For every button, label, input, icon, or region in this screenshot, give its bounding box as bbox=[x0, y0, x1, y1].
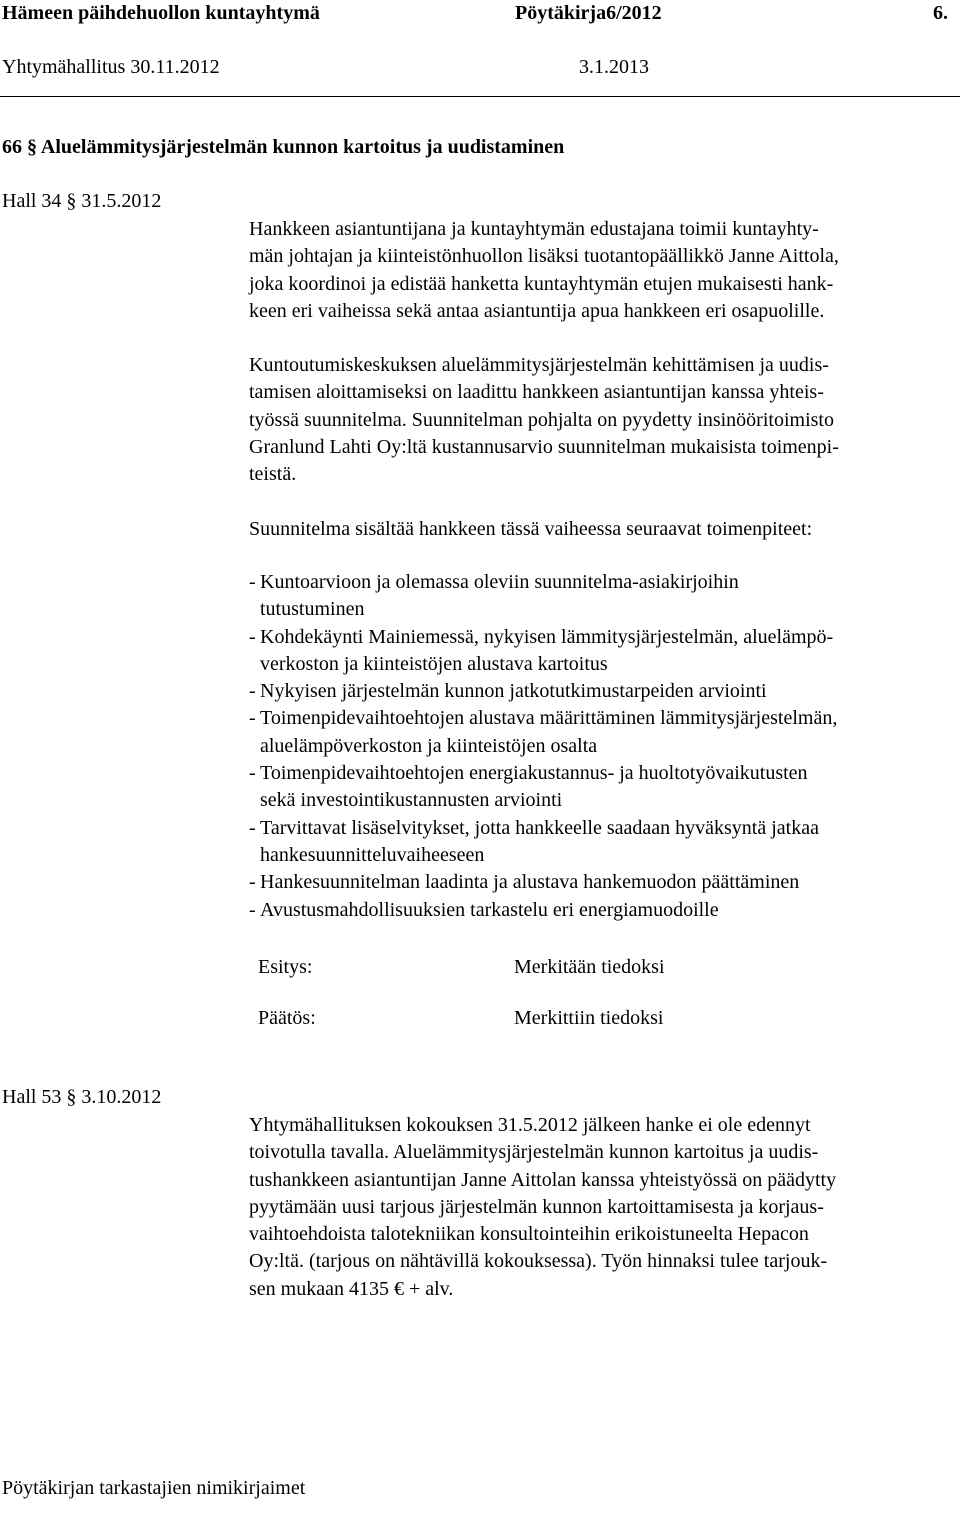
list-item bbox=[249, 624, 955, 679]
paragraph-line: Yhtymähallituksen kokouksen 31.5.2012 jälkeen hanke ei ole edennyt bbox=[249, 1114, 811, 1136]
list-item bbox=[249, 815, 955, 870]
paragraph-1 bbox=[249, 216, 955, 325]
paragraph-line: sen mukaan 4135 € + alv. bbox=[249, 1277, 454, 1300]
list-item bbox=[249, 569, 955, 624]
list-line: Toimenpidevaihtoehtojen energiakustannus- ja huoltotyövaikutusten bbox=[260, 762, 808, 785]
paragraph-line: keen eri vaiheissa sekä antaa asiantuntija apua hankkeen eri osapuolille. bbox=[249, 299, 825, 322]
proposal-value: Merkitään tiedoksi bbox=[514, 956, 665, 978]
paragraph-4 bbox=[249, 1112, 955, 1303]
list-line: tutustuminen bbox=[260, 598, 365, 621]
paragraph-line: teistä. bbox=[249, 463, 297, 486]
section-title: 66 § Aluelämmitysjärjestelmän kunnon kartoitus ja uudistaminen bbox=[2, 136, 565, 158]
list-item bbox=[249, 869, 955, 896]
page-number: 6. bbox=[933, 2, 948, 24]
list-dash: - bbox=[249, 762, 256, 785]
paragraph-line: tamisen aloittamiseksi on laadittu hankkeen asiantuntijan kanssa yhteis- bbox=[249, 381, 824, 404]
history-reference-1: Hall 34 § 31.5.2012 bbox=[2, 190, 162, 212]
list-line: hankesuunnitteluvaiheeseen bbox=[260, 843, 485, 866]
paragraph-line: Kuntoutumiskeskuksen aluelämmitysjärjestelmän kehittämisen ja uudis- bbox=[249, 354, 829, 376]
list-dash: - bbox=[249, 816, 256, 839]
list-line: Avustusmahdollisuuksien tarkastelu eri energiamuodoille bbox=[260, 898, 719, 921]
list-item bbox=[249, 678, 955, 705]
list-line: Toimenpidevaihtoehtojen alustava määrittäminen lämmitysjärjestelmän, bbox=[260, 707, 838, 730]
list-dash: - bbox=[249, 871, 256, 894]
paragraph-line: pyytämään uusi tarjous järjestelmän kunnon kartoittamisesta ja korjaus- bbox=[249, 1195, 824, 1218]
organization-name: Hämeen päihdehuollon kuntayhtymä bbox=[2, 2, 320, 24]
list-line: Tarvittavat lisäselvitykset, jotta hankkeelle saadaan hyväksyntä jatkaa bbox=[260, 816, 819, 839]
list-dash: - bbox=[249, 898, 256, 921]
list-line: Nykyisen järjestelmän kunnon jatkotutkimustarpeiden arviointi bbox=[260, 680, 767, 703]
meeting-date: 3.1.2013 bbox=[579, 56, 649, 78]
list-line: Hankesuunnitelman laadinta ja alustava hankemuodon päättäminen bbox=[260, 871, 800, 894]
paragraph-line: Suunnitelma sisältää hankkeen tässä vaiheessa seuraavat toimenpiteet: bbox=[249, 518, 813, 540]
list-dash: - bbox=[249, 571, 256, 593]
decision-value: Merkittiin tiedoksi bbox=[514, 1007, 664, 1029]
measures-list bbox=[249, 569, 955, 924]
paragraph-line: joka koordinoi ja edistää hanketta kuntayhtymän etujen mukaisesti hank- bbox=[249, 272, 834, 295]
list-item bbox=[249, 760, 955, 815]
paragraph-line: toivotulla tavalla. Aluelämmitysjärjestelmän kunnon kartoitus ja uudis- bbox=[249, 1141, 819, 1164]
paragraph-3 bbox=[249, 516, 955, 543]
minutes-number: Pöytäkirja6/2012 bbox=[515, 2, 662, 24]
history-reference-2: Hall 53 § 3.10.2012 bbox=[2, 1086, 162, 1108]
list-item bbox=[249, 705, 955, 760]
proposal-label: Esitys: bbox=[258, 956, 313, 978]
paragraph-line: män johtajan ja kiinteistönhuollon lisäksi tuotantopäällikkö Janne Aittola, bbox=[249, 245, 839, 268]
list-line: aluelämpöverkoston ja kiinteistöjen osalta bbox=[260, 734, 598, 757]
paragraph-line: työssä suunnitelma. Suunnitelman pohjalta on pyydetty insinööritoimisto bbox=[249, 408, 834, 431]
paragraph-line: Oy:ltä. (tarjous on nähtävillä kokouksessa). Työn hinnaksi tulee tarjouk- bbox=[249, 1250, 828, 1273]
meeting-name: Yhtymähallitus 30.11.2012 bbox=[2, 56, 220, 78]
paragraph-line: Granlund Lahti Oy:ltä kustannusarvio suunnitelman mukaisista toimenpi- bbox=[249, 435, 839, 458]
list-dash: - bbox=[249, 707, 256, 730]
paragraph-2 bbox=[249, 352, 955, 488]
list-item bbox=[249, 897, 955, 924]
list-dash: - bbox=[249, 680, 256, 703]
footer-signatures: Pöytäkirjan tarkastajien nimikirjaimet bbox=[2, 1477, 306, 1499]
paragraph-line: vaihtoehdoista talotekniikan konsultointeihin erikoistuneelta Hepacon bbox=[249, 1223, 809, 1246]
list-line: Kohdekäynti Mainiemessä, nykyisen lämmitysjärjestelmän, aluelämpö- bbox=[260, 625, 834, 648]
list-line: verkoston ja kiinteistöjen alustava kartoitus bbox=[260, 652, 608, 675]
list-line: sekä investointikustannusten arviointi bbox=[260, 789, 563, 812]
paragraph-line: tushankkeen asiantuntijan Janne Aittolan kanssa yhteistyössä on päädytty bbox=[249, 1168, 837, 1191]
header-divider bbox=[0, 96, 960, 97]
paragraph-line: Hankkeen asiantuntijana ja kuntayhtymän edustajana toimii kuntayhty- bbox=[249, 218, 819, 240]
list-dash: - bbox=[249, 625, 256, 648]
decision-label: Päätös: bbox=[258, 1007, 316, 1029]
list-line: Kuntoarvioon ja olemassa oleviin suunnitelma-asiakirjoihin bbox=[260, 571, 739, 593]
